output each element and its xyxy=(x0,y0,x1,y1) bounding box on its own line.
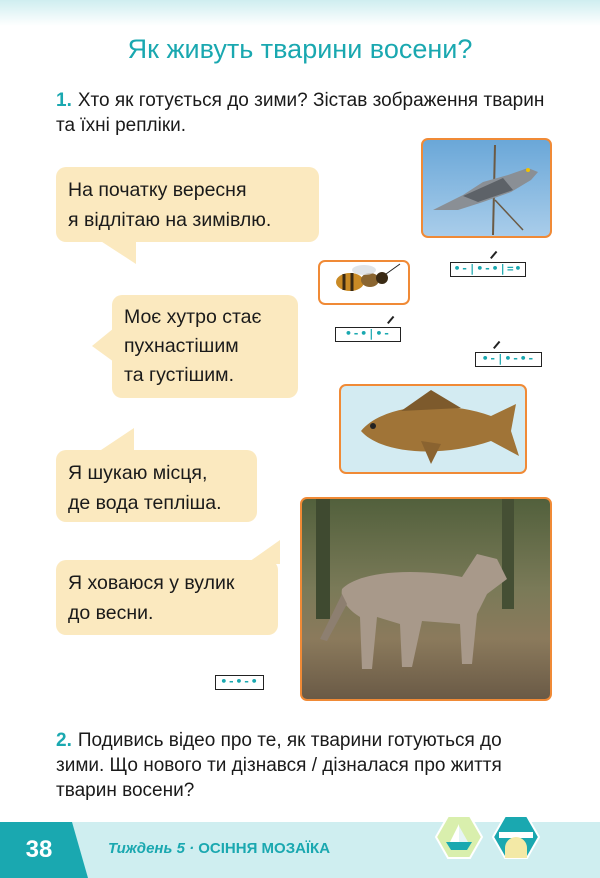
code-box-2: •-•|•- xyxy=(335,327,401,342)
bubble-2-line-3: та густішим. xyxy=(124,364,234,386)
top-band xyxy=(0,0,600,26)
wolf-image xyxy=(300,497,552,701)
code-box-3: •-|•-•- xyxy=(475,352,542,367)
bubble-2-line-1: Моє хутро стає xyxy=(124,306,262,328)
cuckoo-image xyxy=(421,138,552,238)
week-label: Тиждень xyxy=(108,840,173,857)
bubble-3-line-1: Я шукаю місця, xyxy=(68,462,208,484)
speech-bubble-4 xyxy=(56,560,278,635)
bee-image xyxy=(318,260,410,305)
task-2-number: 2. xyxy=(56,730,72,751)
stress-mark-3 xyxy=(493,341,500,349)
bubble-4-line-2: до весни. xyxy=(68,602,154,624)
bubble-2-line-2: пухнастішим xyxy=(124,335,239,357)
page-number: 38 xyxy=(25,836,53,863)
paper-boat-icon xyxy=(434,812,484,862)
bridge-icon xyxy=(491,812,541,862)
week-separator: · xyxy=(189,840,195,857)
speech-bubble-2 xyxy=(112,295,298,398)
week-theme: ОСІННЯ МОЗАЇКА xyxy=(198,840,331,857)
task-2-text: Подивись відео про те, як тварини готуються до зими. Що нового ти дізнався / дізналася про життя тварин восени? xyxy=(56,730,502,801)
bubble-4-line-1: Я ховаюся у вулик xyxy=(68,572,235,594)
task-1-text: Хто як готується до зими? Зістав зображення тварин та їхні репліки. xyxy=(56,90,545,136)
bubble-3-line-2: де вода тепліша. xyxy=(68,492,222,514)
page-title: Як живуть тварини восени? xyxy=(127,34,473,64)
week-number: 5 xyxy=(176,840,185,857)
carp-image xyxy=(339,384,527,474)
task-2 xyxy=(56,728,551,803)
bubble-1-line-1: На початку вересня xyxy=(68,179,247,201)
bubble-1-line-2: я відлітаю на зимівлю. xyxy=(68,209,272,231)
bubble-3-tail xyxy=(98,428,134,452)
week-caption xyxy=(108,840,330,857)
speech-bubble-3 xyxy=(56,450,257,522)
code-box-4: •-•-• xyxy=(215,675,264,690)
bubble-2-tail xyxy=(92,328,114,362)
task-1-number: 1. xyxy=(56,90,72,111)
speech-bubble-1 xyxy=(56,167,319,242)
stress-mark-2 xyxy=(387,316,394,324)
code-box-1: •-|•-•|=• xyxy=(450,262,526,277)
stress-mark-1 xyxy=(490,251,497,259)
task-1 xyxy=(56,88,551,138)
